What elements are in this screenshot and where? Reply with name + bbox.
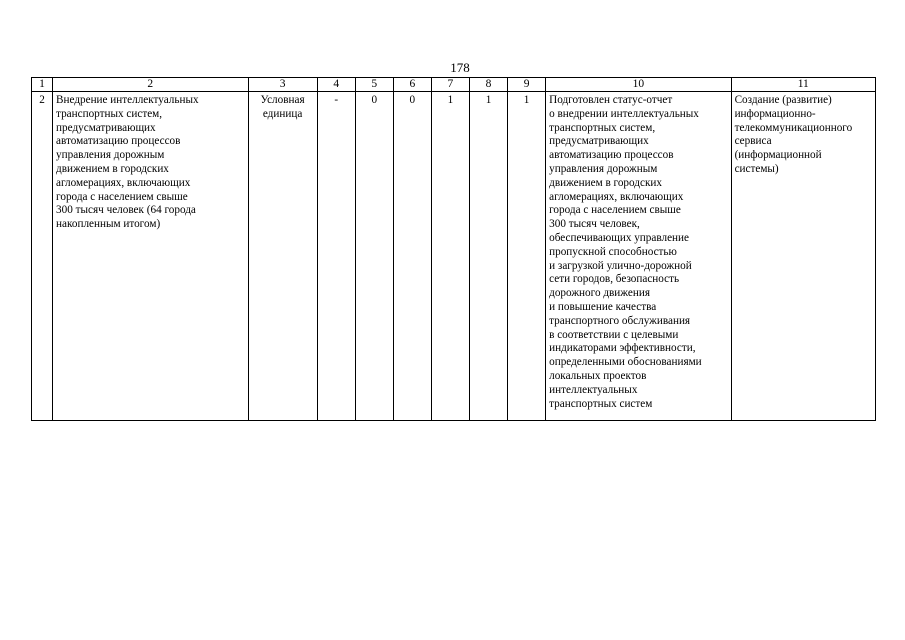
result-cell: Подготовлен статус-отчет о внедрении интеллектуальных транспортных систем, предусматривающих автоматизацию процессов управления дорожным движением в городских агломерациях, включающих города с населением свыше 300 тысяч человек, обеспечивающих управление пропускной способностью и загрузкой улично-дорожной сети городов, безопасность дорожного движения и повышение качества транспортного обслуживания в соответствии с целевыми индикаторами эффективности, определенными обоснованиями локальных проектов интеллектуальных транспортных систем <box>546 92 731 421</box>
value-cell-9: 1 <box>508 92 546 421</box>
unit-cell: Условная единица <box>248 92 317 421</box>
document-table <box>31 77 876 421</box>
col-header-9: 9 <box>508 78 546 92</box>
value-cell-5: 0 <box>355 92 393 421</box>
value-cell-8: 1 <box>469 92 507 421</box>
col-header-3: 3 <box>248 78 317 92</box>
col-header-4: 4 <box>317 78 355 92</box>
col-header-10: 10 <box>546 78 731 92</box>
col-header-8: 8 <box>469 78 507 92</box>
table-row <box>32 92 876 421</box>
col-header-1: 1 <box>32 78 53 92</box>
measure-name-cell: Внедрение интеллектуальных транспортных систем, предусматривающих автоматизацию процессов управления дорожным движением в городских агломерациях, включающих города с населением свыше 300 тысяч человек (64 города накопленным итогом) <box>53 92 248 421</box>
col-header-11: 11 <box>731 78 875 92</box>
col-header-2: 2 <box>53 78 248 92</box>
col-header-7: 7 <box>431 78 469 92</box>
col-header-6: 6 <box>393 78 431 92</box>
col-header-5: 5 <box>355 78 393 92</box>
service-cell: Создание (развитие) информационно- телекоммуникационного сервиса (информационной системы) <box>731 92 875 421</box>
page-number: 178 <box>450 60 470 75</box>
value-cell-4: - <box>317 92 355 421</box>
row-number-cell: 2 <box>32 92 53 421</box>
value-cell-7: 1 <box>431 92 469 421</box>
value-cell-6: 0 <box>393 92 431 421</box>
header-row <box>32 78 876 92</box>
